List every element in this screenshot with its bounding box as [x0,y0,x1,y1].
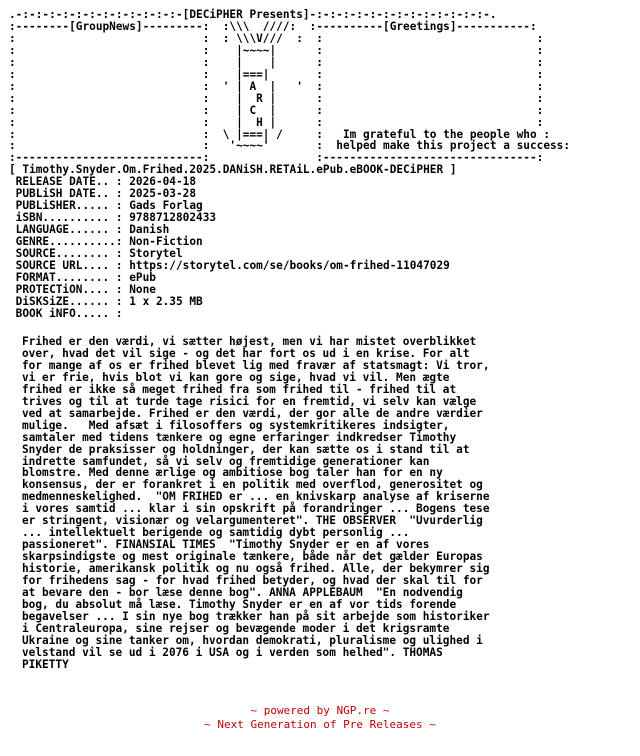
info-value: None [129,282,156,296]
box-row: : : |===| : : [9,67,544,81]
book-info-line: konsensus, der er forankret i en politik med overflod, generositet og [22,478,483,492]
box-row: : : |~~~~| : : [9,43,544,57]
info-value: Gads Forlag [129,199,203,213]
book-info-line: bog, du absolut må læse. Timothy Snyder er en af vor tids forende [22,597,457,611]
box-row: : : \ |===| / : Im grateful to the people who : [9,127,550,141]
footer [0,704,640,732]
book-info-line: samtaler med tidens tænkere og egne erfaringer indkredser Timothy [22,430,457,444]
footer-tagline: ~ Next Generation of Pre Releases ~ [204,718,436,731]
book-info-line: over, hvad det vil sige - og det har fort os ud i en krise. For alt [22,346,470,360]
book-info-line: er stringent, visionær og velargumenteret". THE OBSERVER "Uvurderlig [22,514,483,528]
book-info-line: historie, amerikansk politik og nu også frihed. Alle, der bekymrer sig [22,562,490,576]
info-label: RELEASE DATE.. : [9,175,123,189]
info-value: 2025-03-28 [129,187,197,201]
footer-powered-by: ~ powered by NGP.re ~ [250,704,390,717]
book-info-line: velstand vil se ud i 2076 i USA og i verden som helhed". THOMAS [22,645,443,659]
book-info-line: trives og til at turde tage risici for en fremtid, vi selv kan vælge [22,394,477,408]
info-label: PUBLiSH DATE.. : [9,187,123,201]
book-info-line: ... intellektuelt berigende og samtidig dybt personlig ... [22,526,410,540]
info-value: Non-Fiction [129,235,203,249]
book-info-line: for mange af os er frihed blevet lig med fravær af statsmagt: Vi tror, [22,358,490,372]
book-info-line: ved at samarbejde. Frihed er den værdi, der gor alle de andre værdier [22,406,483,420]
info-label: SOURCE URL.... : [9,259,123,273]
book-info-line: indrette samfundet, så vi selv og fremtidige generationer kan [22,454,430,468]
box-row: : : | R | : : [9,91,544,105]
box-top: :--------[GroupNews]---------: :\\\ ////: :----------[Greetings]-----------: [9,19,537,33]
info-value: 2026-04-18 [129,175,197,189]
info-label: iSBN.......... : [9,211,123,225]
book-info-line: i vores samtid ... klar i sin opskrift på forandringer ... Bogens tese [22,502,490,516]
book-info-line: PIKETTY [22,657,69,671]
book-info-line: i Centraleuropa, sine rejser og bevægende moder i det krigsramte [22,621,450,635]
info-value: Danish [129,223,170,237]
source-url-link[interactable]: https://storytel.com/se/books/om-frihed-11047029 [129,259,450,273]
info-label: GENRE..........: [9,235,123,249]
box-row: : : ' | A | ' : : [9,79,544,93]
info-label: PUBLiSHER..... : [9,199,123,213]
book-info-line: Snyder de praksisser og holdninger, der kan sætte os i stand til at [22,442,470,456]
box-row: : : | H | : : [9,115,544,129]
book-info-line: Ukraine og sine tanker om, hvordan demokrati, pluralisme og ulighed i [22,633,483,647]
info-label: SOURCE........ : [9,247,123,261]
banner-line: .-:-:-:-:-:-:-:-:-:-:-:-:-[DECiPHER Presents]-:-:-:-:-:-:-:-:-:-:-:-:-:-. [9,8,497,21]
book-info-line: frihed er ikke så meget frihed fra som frihed til - frihed til at [22,382,457,396]
info-value: 9788712802433 [129,211,217,225]
book-info-line: Frihed er den værdi, vi sætter højest, men vi har mistet overblikket [22,335,477,348]
book-info-line: passioneret". FINANSIAL TIMES "Timothy Snyder er en af vores [22,538,430,552]
book-info-line: begavelser ... I sin nye bog trækker han på sit arbejde som historiker [22,609,490,623]
info-label: DiSKSiZE...... : [9,294,123,308]
info-value: Storytel [129,247,183,261]
box-row: : : | | : : [9,55,544,69]
book-info-line: at bevare den - bor læse denne bog". ANNA APPLEBAUM "En nodvendig [22,586,463,600]
book-info-line: skarpsindigste og mest originale tænkere, både når det gælder Europas [22,550,483,564]
info-label: PROTECTiON.... : [9,282,123,296]
box-bottom: :----------------------------: :--------------------------------: [9,151,544,165]
release-line: [ Timothy.Snyder.Om.Frihed.2025.DANiSH.RETAiL.ePub.eBOOK-DECiPHER ] [9,163,457,177]
box-row: : : | C | : : [9,103,544,117]
box-row: : : : \\\V/// : : : [9,31,544,45]
info-value: ePub [129,270,156,284]
box-row: : : '~~~~' : helped make this project a success: [9,139,571,153]
book-info-line: mulige. Med afsæt i filosoffers og systemkritikeres indsigter, [22,418,450,432]
book-info-line: vi er frie, hvis blot vi kan gore og sige, hvad vi vil. Men ægte [22,370,450,384]
book-info-line: blomstre. Med denne ærlige og ambitiose bog taler han for en ny [22,466,443,480]
info-label: LANGUAGE...... : [9,223,123,237]
info-value: 1 x 2.35 MB [129,294,203,308]
book-info-line: medmenneskelighed. "OM FRIHED er ... en knivskarp analyse af kriserne [22,490,490,504]
info-label: FORMAT........ : [9,270,123,284]
book-info-text [22,336,490,671]
nfo-text [9,9,570,320]
info-label: BOOK iNFO..... : [9,306,123,320]
book-info-line: for frihedens sag - for hvad frihed betyder, og hvad der skal til for [22,574,483,588]
